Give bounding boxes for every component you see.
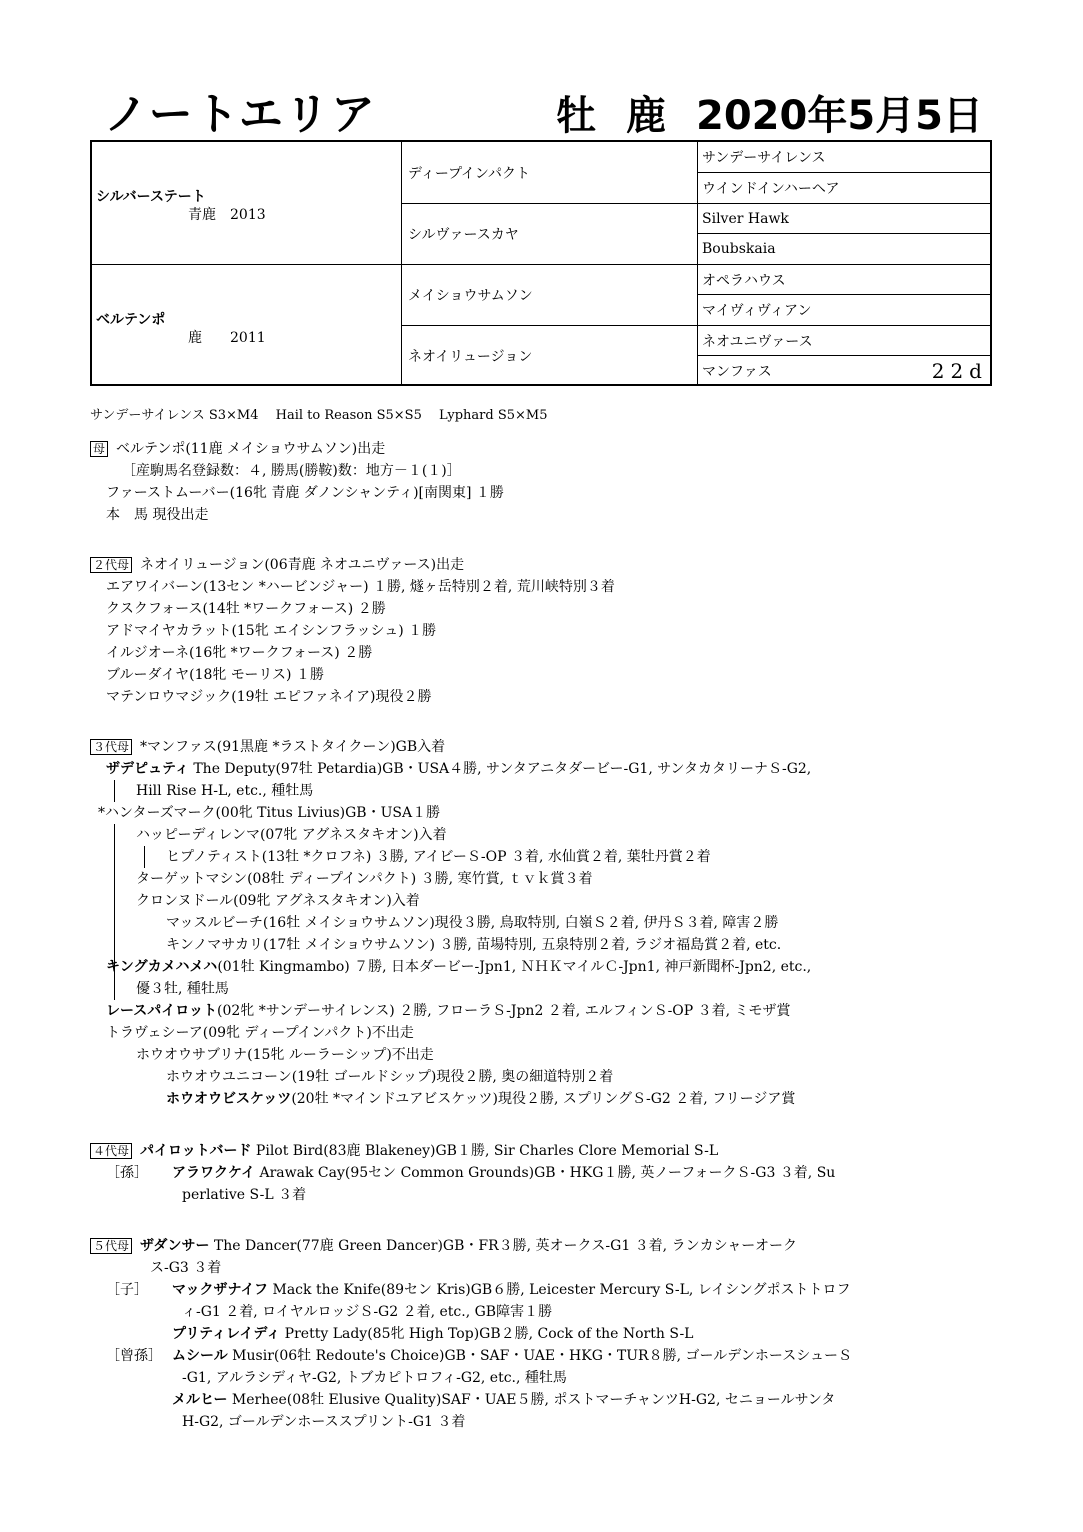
dam-name: ベルテンポ [96, 312, 166, 328]
granddam-offspring-6: マテンロウマジック(19牡 エピファネイア)現役２勝 [106, 689, 432, 705]
dam-cell [92, 264, 401, 386]
relation-label-grandchild: ［孫］ [106, 1165, 148, 1181]
couronne-dor-line: クロンヌドール(09牝 アグネスタキオン)入着 [136, 893, 420, 909]
arawak-cay-record-cont: perlative S-L ３着 [182, 1187, 307, 1203]
king-kamehameha-record: (01牡 Kingmambo) ７勝, 日本ダービー-Jpn1, ＮＨＫマイルＣ-Jpn1, 神戸新聞杯-Jpn2, etc., [217, 959, 812, 975]
ssd-name: ウインドインハーヘア [702, 181, 840, 197]
sire-info: 青鹿 2013 [188, 207, 266, 223]
arawak-cay-name: アラワクケイ [172, 1165, 256, 1181]
hououu-sabrina-line: ホウオウサブリナ(15牝 ルーラーシップ)不出走 [136, 1047, 434, 1063]
section-granddam [90, 554, 990, 708]
king-kamehameha-name: キングカメハメハ [106, 959, 218, 975]
musir-record: Musir(06牡 Redoute's Choice)GB・SAF・UAE・HKG・TUR８勝, ゴールデンホースシューＳ [227, 1348, 852, 1364]
horse-profile [556, 84, 983, 141]
sire-sire-name: ディープインパクト [408, 165, 530, 182]
ssd-cell [697, 172, 992, 203]
granddam-offspring-5: ブルーダイヤ(18牝 モーリス) １勝 [106, 667, 324, 683]
sss-name: サンデーサイレンス [702, 150, 826, 166]
the-deputy-name: ザデピュティ [106, 761, 189, 777]
sdd-name: Boubskaia [702, 241, 776, 257]
section-3rd-dam [90, 736, 990, 1110]
arawak-cay-record: Arawak Cay(95セン Common Grounds)GB・HKG１勝, 英ノーフォークＳ-G3 ３着, Su [255, 1165, 836, 1181]
section-4th-dam [90, 1140, 990, 1206]
inbreeding-line: サンデーサイレンス S3×M4 Hail to Reason S5×S5 Lyphard S5×M5 [90, 408, 548, 423]
sss-cell [697, 142, 992, 172]
mack-the-knife-record-cont: ィ-G1 ２着, ロイヤルロッジＳ-G2 ２着, etc., GB障害１勝 [182, 1304, 553, 1320]
race-pilot-name: レースパイロット [106, 1003, 218, 1019]
section-tag-dam: 母 [90, 441, 108, 457]
dosage-label: 22d [931, 359, 988, 383]
section-tag-3rd-dam: ３代母 [90, 739, 132, 755]
the-dancer-name: ザダンサー [140, 1238, 210, 1254]
merhee-record: Merhee(08牡 Elusive Quality)SAF・UAE５勝, ポストマーチャンツH-G2, セニョールサンタ [227, 1392, 836, 1408]
dsd-name: マイヴィヴィアン [702, 303, 812, 319]
musir-name: ムシール [172, 1348, 228, 1364]
dam-stats: ［産駒馬名登録数：４, 勝馬(勝鞍)数：地方－１(１)］ [122, 463, 461, 479]
mack-the-knife-record: Mack the Knife(89セン Kris)GB６勝, Leicester Mercury S-L, レイシングポストトロフ [268, 1282, 851, 1298]
sire-dam-name: シルヴァースカヤ [408, 227, 519, 243]
dam-line: ベルテンポ(11鹿 メイショウサムソン)出走 [116, 441, 386, 457]
musir-record-cont: -G1, アルラシディヤ-G2, トブカピトロフィ-G2, etc., 種牡馬 [182, 1370, 567, 1386]
hououu-biscuits-record: (20牡 *マインドユアビスケッツ)現役２勝, スプリングＳ-G2 ２着, フリージア賞 [291, 1091, 796, 1107]
mack-the-knife-name: マックザナイフ [172, 1282, 269, 1298]
section-tag-4th-dam: ４代母 [90, 1143, 132, 1159]
sire-cell [92, 142, 401, 264]
dam-dam-name: ネオイリュージョン [408, 349, 533, 365]
pretty-lady-name: プリティレイディ [172, 1326, 281, 1342]
pedigree-table [90, 140, 992, 386]
sdd-cell [697, 233, 992, 264]
merhee-record-cont: H-G2, ゴールデンホーススプリント-G1 ３着 [182, 1414, 466, 1430]
sds-cell [697, 203, 992, 233]
pilot-bird-record: Pilot Bird(83鹿 Blakeney)GB１勝, Sir Charles Clore Memorial S-L [251, 1143, 719, 1159]
sire-sire-cell [401, 142, 697, 203]
dss-cell [697, 264, 992, 294]
muscle-beach-line: マッスルビーチ(16牡 メイショウサムソン)現役３勝, 鳥取特別, 白嶺Ｓ２着, 伊丹Ｓ３着, 障害２勝 [166, 915, 779, 931]
dam-offspring-1: ファーストムーバー(16牝 青鹿 ダノンシャンティ)[南関東] １勝 [106, 485, 504, 501]
dss-name: オペラハウス [702, 272, 786, 289]
sire-name: シルバーステート [96, 189, 206, 205]
pilot-bird-name: パイロットバード [140, 1143, 252, 1159]
section-5th-dam [90, 1235, 990, 1433]
hououu-biscuits-name: ホウオウビスケッツ [166, 1091, 292, 1107]
hypnotist-line: ヒプノティスト(13牡 *クロフネ) ３勝, アイビーＳ-OP ３着, 水仙賞２着, 葉牡丹賞２着 [166, 849, 711, 865]
section-dam [90, 438, 990, 526]
granddam-offspring-2: クスクフォース(14牡 *ワークフォース) ２勝 [106, 601, 386, 617]
dds-cell [697, 325, 992, 355]
granddam-offspring-1: エアワイバーン(13セン *ハービンジャー) １勝, 燧ヶ岳特別２着, 荒川峡特別３着 [106, 579, 615, 595]
horse-name: ノートエリア [104, 89, 377, 140]
hunters-mark-line: *ハンターズマーク(00牝 Titus Livius)GB・USA１勝 [98, 805, 441, 821]
granddam-offspring-4: イルジオーネ(16牝 *ワークフォース) ２勝 [106, 645, 373, 661]
ddd-name: マンファス [702, 364, 772, 380]
dam-sire-name: メイショウサムソン [408, 288, 533, 304]
3rd-dam-line: *マンファス(91黒鹿 *ラストタイクーン)GB入着 [140, 739, 446, 755]
granddam-line: ネオイリュージョン(06青鹿 ネオユニヴァース)出走 [140, 557, 465, 573]
king-kamehameha-record-cont: 優３牡, 種牡馬 [136, 981, 229, 997]
merhee-name: メルヒー [172, 1392, 228, 1408]
race-pilot-record: (02牝 *サンデーサイレンス) ２勝, フローラＳ-Jpn2 ２着, エルフィンＳ-OP ３着, ミモザ賞 [217, 1003, 791, 1019]
section-tag-granddam: ２代母 [90, 557, 132, 573]
the-deputy-record-cont: Hill Rise H-L, etc., 種牡馬 [136, 783, 314, 799]
target-machine-line: ターゲットマシン(08牡 ディープインパクト) ３勝, 寒竹賞, ｔｖｋ賞３着 [136, 871, 593, 887]
horse-color: 鹿 [626, 93, 666, 139]
dam-offspring-self: 本 馬 現役出走 [106, 507, 209, 523]
dam-info: 鹿 2011 [188, 330, 266, 346]
dsd-cell [697, 294, 992, 325]
dds-name: ネオユニヴァース [702, 333, 813, 350]
happy-dilemma-line: ハッピーディレンマ(07牝 アグネスタキオン)入着 [136, 827, 447, 843]
ddd-cell [697, 355, 992, 386]
horse-sex: 牡 [556, 93, 596, 139]
sds-name: Silver Hawk [702, 210, 789, 227]
granddam-offspring-3: アドマイヤカラット(15牝 エイシンフラッシュ) １勝 [106, 623, 437, 639]
the-deputy-record: The Deputy(97牡 Petardia)GB・USA４勝, サンタアニタダービー-G1, サンタカタリーナＳ-G2, [188, 761, 812, 777]
the-dancer-record-cont: ス-G3 ３着 [150, 1260, 222, 1276]
hououu-unicorn-line: ホウオウユニコーン(19牡 ゴールドシップ)現役２勝, 奥の細道特別２着 [166, 1069, 614, 1085]
pretty-lady-record: Pretty Lady(85牝 High Top)GB２勝, Cock of the North S-L [280, 1326, 694, 1342]
horse-birthdate: 2020年5月5日 [696, 93, 983, 139]
kinno-masakari-line: キンノマサカリ(17牡 メイショウサムソン) ３勝, 苗場特別, 五泉特別２着, ラジオ福島賞２着, etc. [166, 937, 782, 953]
dam-sire-cell [401, 264, 697, 325]
section-tag-5th-dam: ５代母 [90, 1238, 132, 1254]
relation-label-child: ［子］ [106, 1282, 148, 1298]
sire-dam-cell [401, 203, 697, 264]
travesia-line: トラヴェシーア(09牝 ディープインパクト)不出走 [106, 1025, 414, 1041]
relation-label-great-grandchild: ［曾孫］ [106, 1348, 162, 1364]
the-dancer-record: The Dancer(77鹿 Green Dancer)GB・FR３勝, 英オークス-G1 ３着, ランカシャーオーク [209, 1238, 798, 1254]
dam-dam-cell [401, 325, 697, 386]
